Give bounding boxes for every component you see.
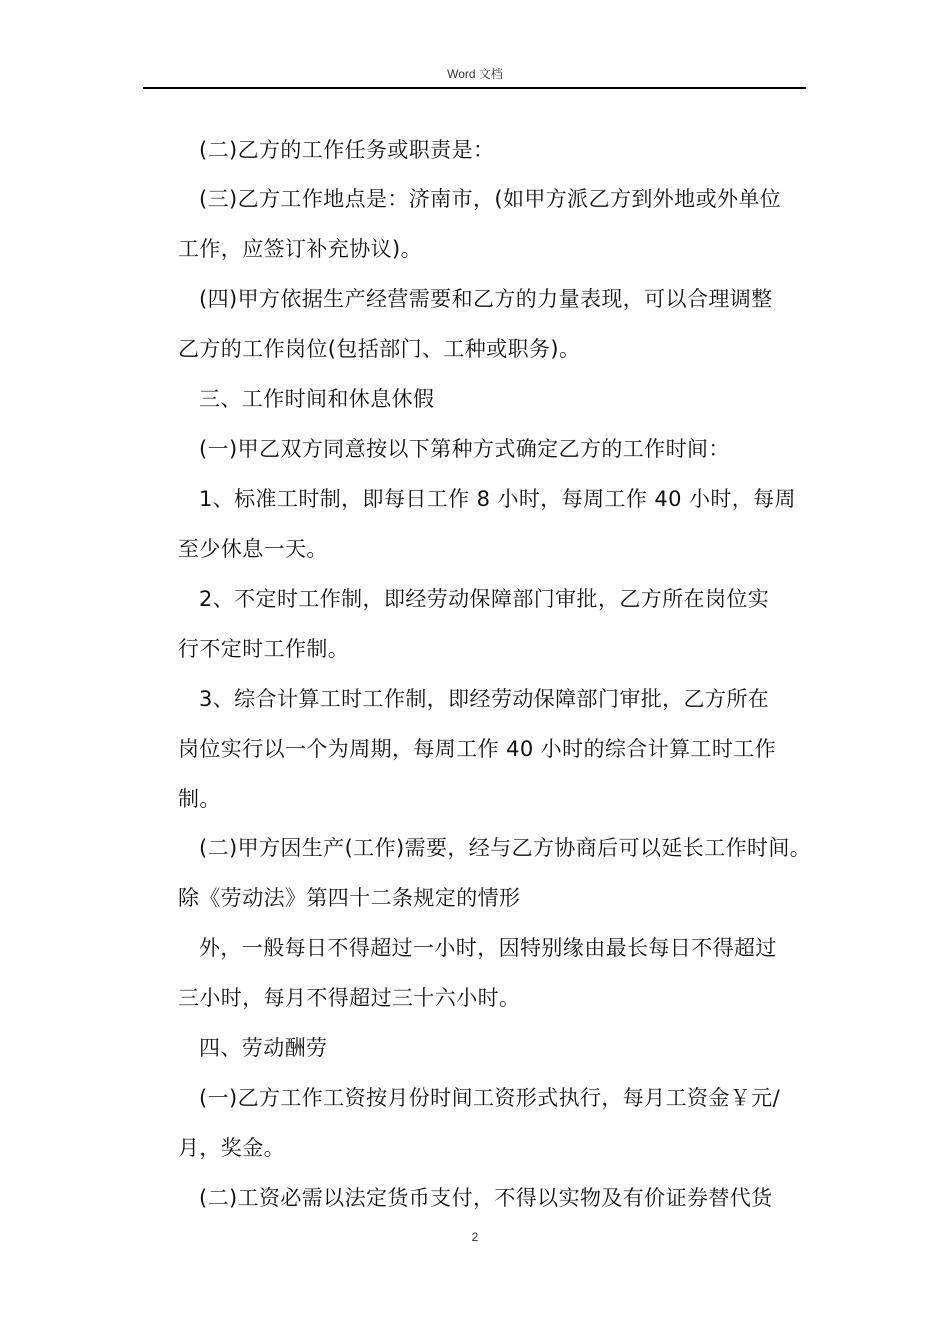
page-header-title: Word 文档 [447, 67, 503, 81]
section-heading: 四、劳动酬劳 [199, 1036, 328, 1060]
paragraph-line: 至少休息一天。 [178, 537, 328, 561]
paragraph-line: 乙方的工作岗位(包括部门、工种或职务)。 [178, 337, 581, 361]
paragraph-line: (一)甲乙双方同意按以下第种方式确定乙方的工作时间： [199, 437, 730, 461]
paragraph-line: 行不定时工作制。 [178, 637, 350, 661]
paragraph-line: 2、不定时工作制，即经劳动保障部门审批，乙方所在岗位实 [199, 587, 770, 611]
paragraph-line: 外，一般每日不得超过一小时，因特别缘由最长每日不得超过 [199, 936, 777, 960]
paragraph-line: 除《劳动法》第四十二条规定的情形 [178, 886, 521, 910]
paragraph-line: (四)甲方依据生产经营需要和乙方的力量表现，可以合理调整 [199, 287, 773, 311]
paragraph-line: 制。 [178, 787, 221, 811]
paragraph-line: 1、标准工时制，即每日工作 8 小时，每周工作 40 小时，每周 [199, 487, 796, 511]
paragraph-line: 3、综合计算工时工作制，即经劳动保障部门审批，乙方所在 [199, 687, 770, 711]
paragraph-line: 三小时，每月不得超过三十六小时。 [178, 986, 521, 1010]
section-heading: 三、工作时间和休息休假 [199, 387, 435, 411]
paragraph-line: (一)乙方工作工资按月份时间工资形式执行，每月工资金￥元/ [199, 1086, 781, 1110]
paragraph-line: (二)乙方的工作任务或职责是： [199, 138, 495, 162]
paragraph-line: 工作，应签订补充协议)。 [178, 237, 422, 261]
page-number: 2 [471, 1230, 479, 1244]
paragraph-line: 月，奖金。 [178, 1136, 285, 1160]
header-divider [143, 87, 806, 89]
paragraph-line: (三)乙方工作地点是：济南市，(如甲方派乙方到外地或外单位 [199, 187, 782, 211]
paragraph-line: (二)甲方因生产(工作)需要，经与乙方协商后可以延长工作时间。 [199, 836, 812, 860]
paragraph-line: (二)工资必需以法定货币支付，不得以实物及有价证券替代货 [199, 1186, 773, 1210]
paragraph-line: 岗位实行以一个为周期，每周工作 40 小时的综合计算工时工作 [178, 737, 777, 761]
